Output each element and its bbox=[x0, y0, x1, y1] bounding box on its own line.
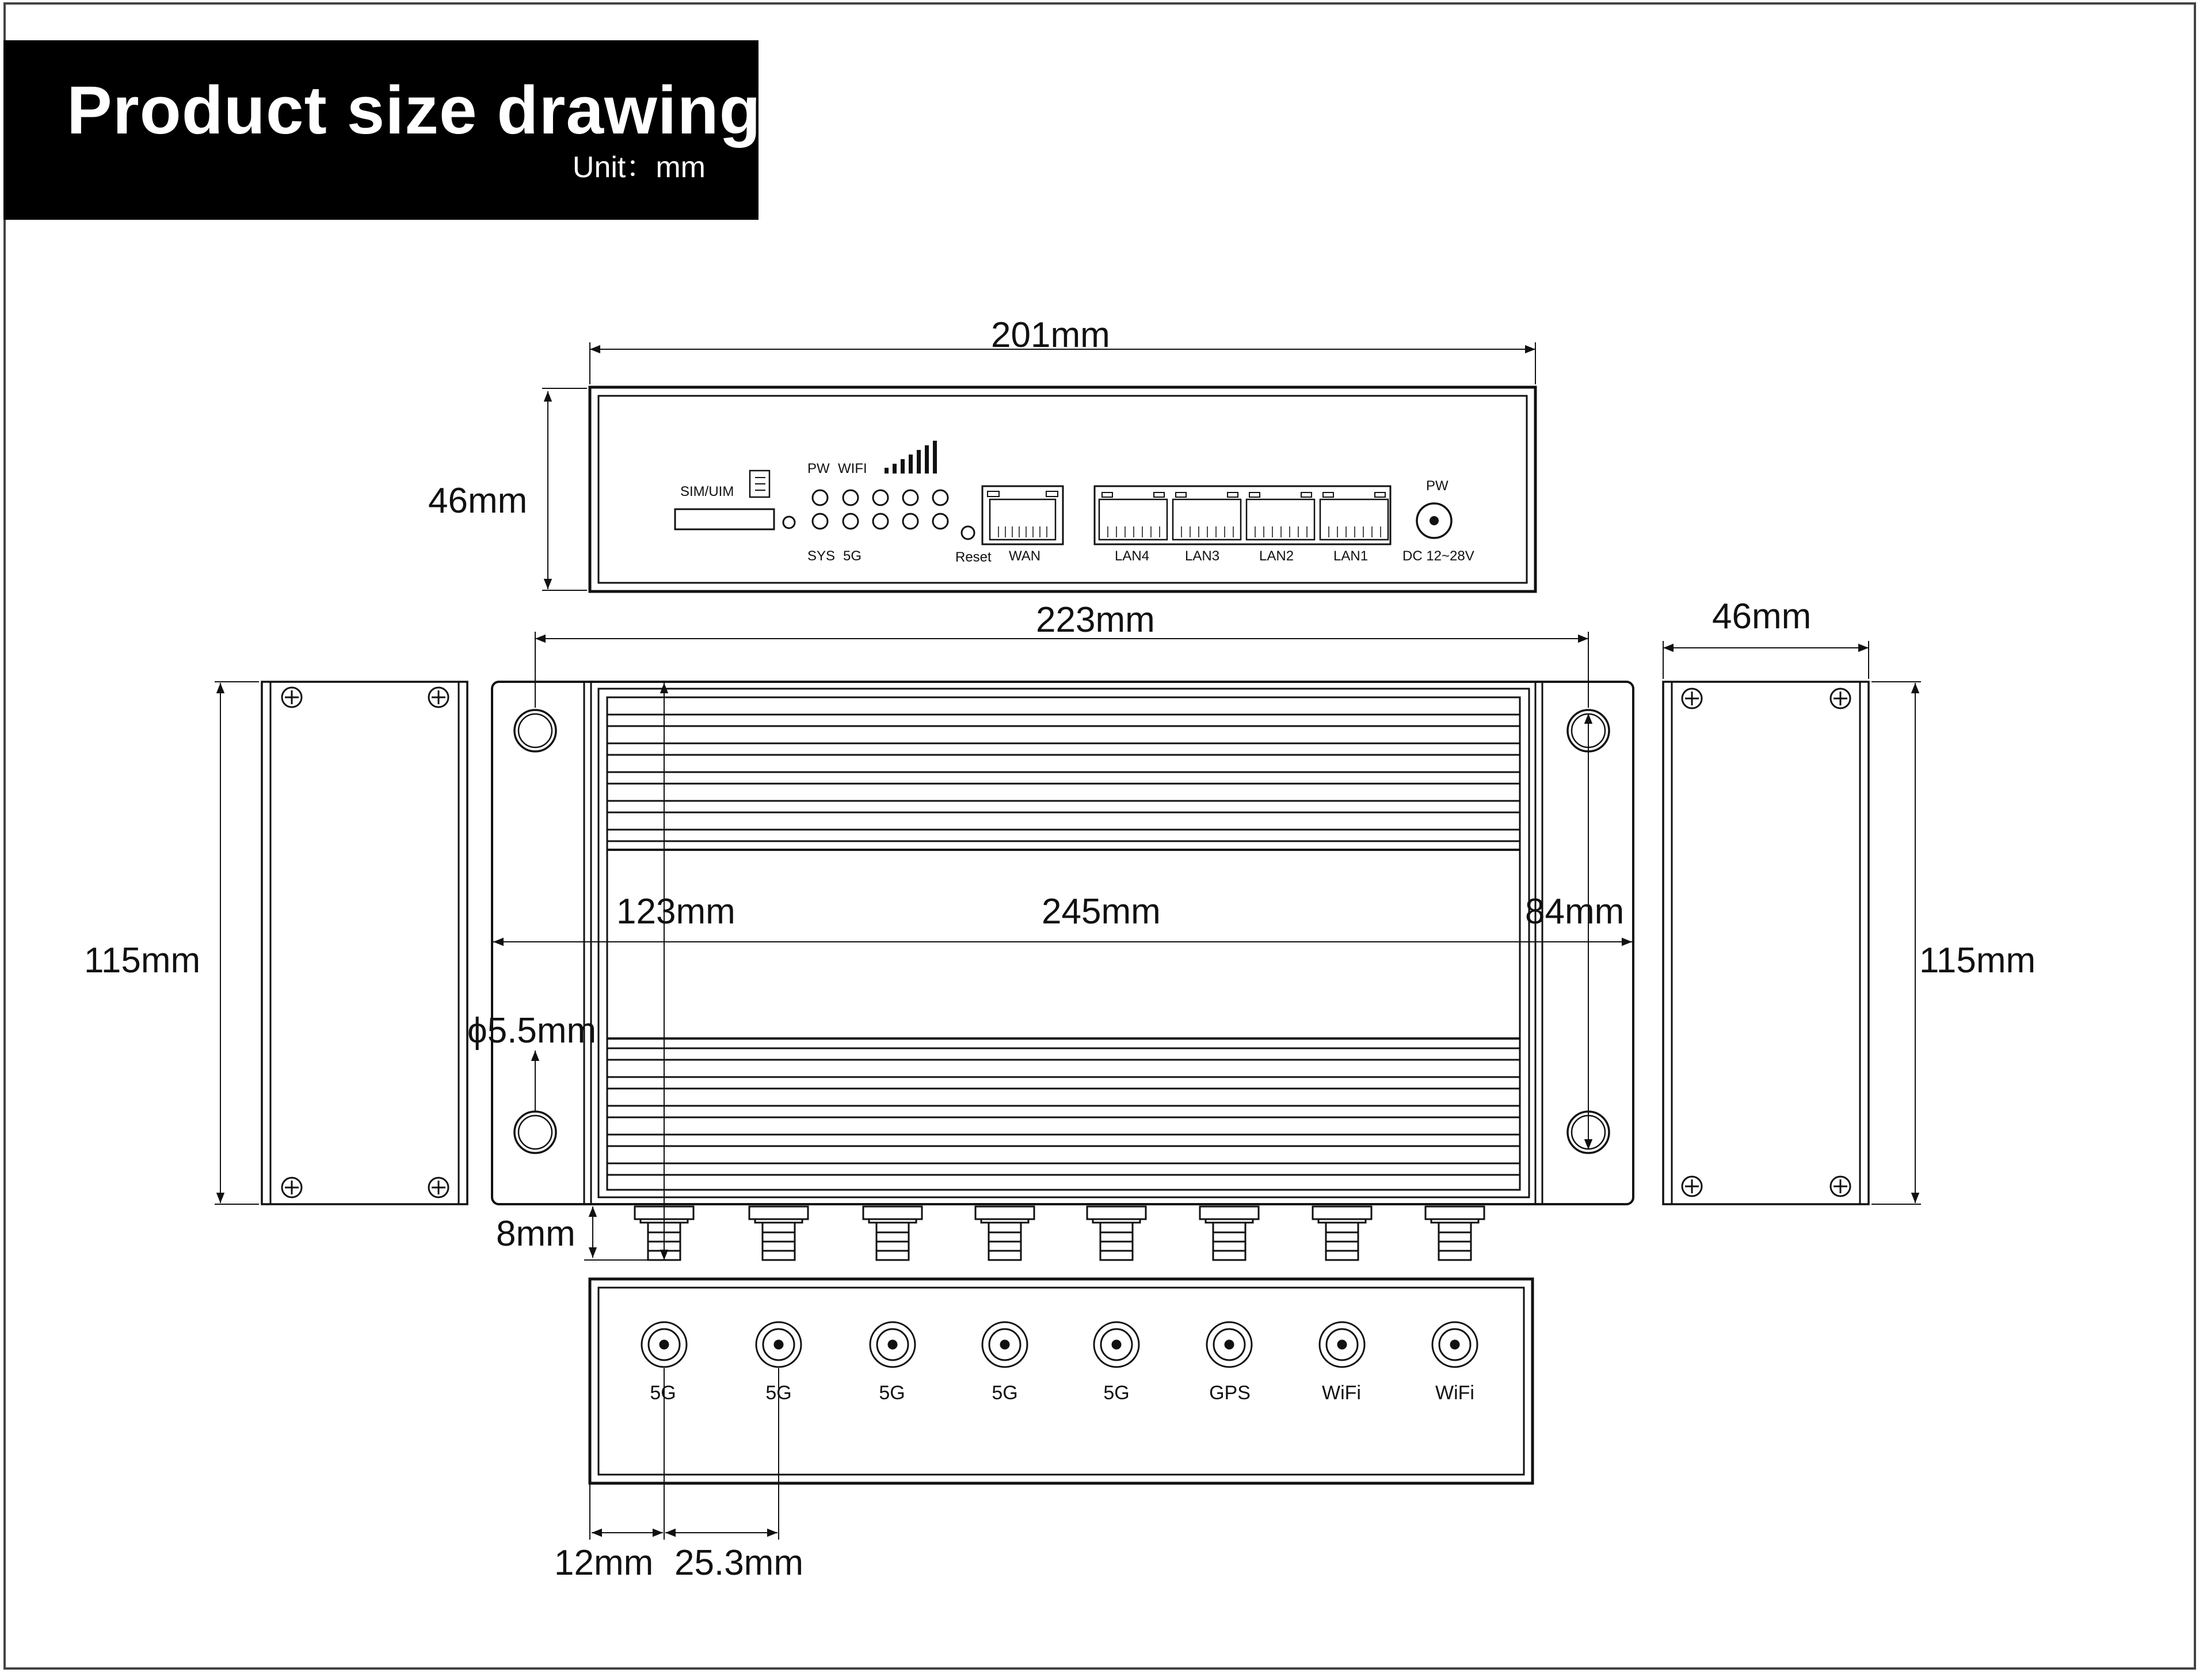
heatsink-fins-bottom bbox=[607, 1038, 1520, 1175]
unit-label: Unit：mm bbox=[572, 151, 706, 184]
antenna-label: 5G bbox=[1103, 1382, 1130, 1404]
reset-hole bbox=[962, 526, 974, 539]
right-side-view bbox=[1663, 682, 1869, 1204]
antenna-label: 5G bbox=[765, 1382, 792, 1404]
dim-front-height: 46mm bbox=[428, 481, 528, 521]
rear-panel bbox=[590, 1279, 1533, 1483]
antenna-label: WiFi bbox=[1435, 1382, 1474, 1404]
lan3-label: LAN3 bbox=[1185, 548, 1220, 564]
wan-label: WAN bbox=[1009, 548, 1041, 564]
led-label-wifi: WIFI bbox=[838, 461, 867, 476]
heatsink-fins-top bbox=[607, 715, 1520, 850]
dim-antenna-offset: 12mm bbox=[554, 1543, 654, 1583]
page-title: Product size drawing bbox=[67, 72, 761, 148]
dim-total-length: 245mm bbox=[1042, 892, 1161, 931]
antenna-labels bbox=[650, 1382, 1474, 1404]
dim-top-width: 223mm bbox=[1036, 600, 1155, 640]
front-panel-labels bbox=[680, 461, 1474, 565]
reset-label: Reset bbox=[955, 549, 992, 565]
dim-inner-left: 123mm bbox=[616, 892, 735, 931]
dim-side-width: 46mm bbox=[1712, 597, 1812, 636]
dimension-labels bbox=[84, 315, 2036, 1583]
wan-port bbox=[982, 486, 1063, 544]
power-label: DC 12~28V bbox=[1402, 548, 1474, 564]
dim-front-width: 201mm bbox=[991, 315, 1110, 355]
led-grid bbox=[813, 490, 948, 529]
top-view bbox=[492, 682, 1633, 1260]
left-side-view bbox=[262, 682, 467, 1204]
sim-label: SIM/UIM bbox=[680, 484, 734, 499]
antenna-label: GPS bbox=[1209, 1382, 1251, 1404]
antenna-label: WiFi bbox=[1322, 1382, 1361, 1404]
led-label-sys: SYS bbox=[807, 548, 836, 564]
led-label-pw: PW bbox=[807, 461, 830, 476]
dim-hole-diameter: ϕ5.5mm bbox=[467, 1011, 597, 1051]
dim-antenna-pitch: 25.3mm bbox=[674, 1543, 803, 1583]
dim-right-height: 115mm bbox=[1919, 941, 2036, 980]
signal-icon bbox=[885, 441, 937, 474]
power-top-label: PW bbox=[1426, 478, 1449, 494]
antenna-label: 5G bbox=[650, 1382, 676, 1404]
mounting-holes bbox=[514, 710, 1609, 1153]
lan-ports bbox=[1095, 486, 1390, 544]
antenna-sockets bbox=[642, 1322, 1477, 1367]
lan4-label: LAN4 bbox=[1115, 548, 1150, 564]
dim-inner-right: 84mm bbox=[1525, 892, 1625, 931]
antenna-label: 5G bbox=[879, 1382, 905, 1404]
dim-connector-depth: 8mm bbox=[496, 1214, 575, 1254]
power-jack bbox=[1417, 503, 1451, 538]
lan2-label: LAN2 bbox=[1259, 548, 1294, 564]
antenna-label: 5G bbox=[992, 1382, 1018, 1404]
antenna-connectors bbox=[635, 1206, 1484, 1260]
dimension-lines bbox=[215, 342, 1921, 1540]
lan1-label: LAN1 bbox=[1333, 548, 1369, 564]
led-label-5g: 5G bbox=[843, 548, 862, 564]
sim-slot bbox=[675, 471, 795, 529]
dim-left-height: 115mm bbox=[84, 941, 201, 980]
